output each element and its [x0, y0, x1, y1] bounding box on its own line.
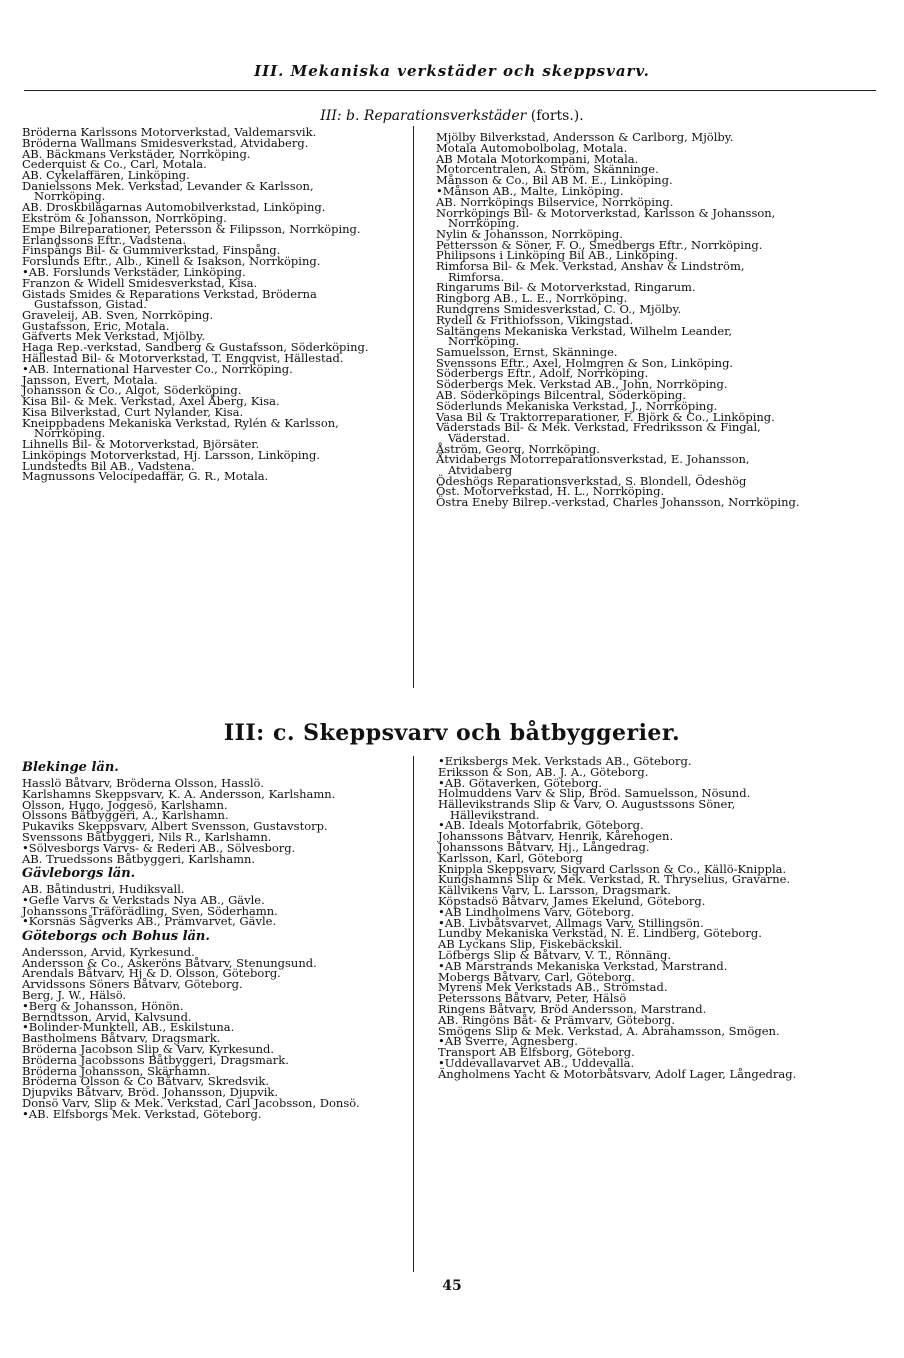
directory-entry: Svenssons Båtbyggeri, Nils R., Karlshamn. — [22, 829, 272, 844]
directory-entry: Mjölby Bilverkstad, Andersson & Carlborg, Mjölby. — [436, 130, 734, 144]
directory-entry: Karlshamns Skeppsvarv, K. A. Andersson, Karlshamn. — [22, 786, 336, 801]
directory-entry: Lundby Mekaniska Verkstad, N. E. Lindberg, Göteborg. — [438, 926, 762, 941]
directory-entry: •Månson AB., Malte, Linköping. — [436, 183, 624, 198]
directory-entry: Cederquist & Co., Carl, Motala. — [22, 157, 207, 172]
directory-entry: •Uddevallavarvet AB., Uddevalla. — [438, 1055, 635, 1070]
directory-entry: Bröderna Jacobssons Båtbyggeri, Dragsmark. — [22, 1052, 289, 1067]
directory-entry: Knippla Skeppsvarv, Sigvard Carlsson & Co., Källö-Knippla. — [438, 861, 787, 876]
directory-entry: Berg, J. W., Hälsö. — [22, 987, 127, 1002]
directory-entry: Kungshamns Slip & Mek. Verkstad, R. Thryselius, Gravarne. — [438, 872, 791, 887]
directory-entry: Ängholmens Yacht & Motorbåtsvarv, Adolf Lager, Långedrag. — [438, 1066, 797, 1081]
directory-entry: Djupviks Båtvarv, Bröd. Johansson, Djupvik. — [22, 1085, 279, 1100]
column-divider — [413, 126, 414, 688]
directory-entry: Myrens Mek Verkstads AB., Strömstad. — [438, 980, 668, 995]
directory-entry: AB. Droskbilägarnas Automobilverkstad, Linköping. — [22, 200, 326, 215]
directory-entry: Eriksson & Son, AB. J. A., Göteborg. — [438, 764, 649, 779]
directory-entry: Rundgrens Smidesverkstad, C. O., Mjölby. — [436, 301, 682, 316]
directory-entry: Andersson & Co., Askeröns Båtvarv, Stenungsund. — [22, 955, 317, 970]
directory-entry: Andersson, Arvid, Kyrkesund. — [22, 944, 195, 959]
directory-entry: •AB. Elfsborgs Mek. Verkstad, Göteborg. — [22, 1106, 262, 1121]
directory-entry: AB. Ringöns Båt- & Prämvarv, Göteborg. — [438, 1012, 676, 1027]
running-title: III. Mekaniska verkstäder och skeppsvarv. — [254, 62, 650, 80]
directory-entry: Johanssons Båtvarv, Henrik, Kårehogen. — [438, 829, 674, 844]
directory-entry: AB. Söderköpings Bilcentral, Söderköping. — [436, 387, 687, 402]
directory-entry: Bröderna Johansson, Skärhamn. — [22, 1063, 211, 1078]
directory-entry: Motala Automobolbolag, Motala. — [436, 140, 628, 155]
directory-entry: Johanssons Båtvarv, Hj., Långedrag. — [438, 839, 650, 854]
directory-entry: Bastholmens Båtvarv, Dragsmark. — [22, 1031, 221, 1046]
directory-entry: Karlsson, Karl, Göteborg — [438, 850, 583, 865]
directory-entry: Söderlunds Mekaniska Verkstad, J., Norrköping. — [436, 398, 718, 413]
directory-entry: •Eriksbergs Mek. Verkstads AB., Göteborg. — [438, 754, 692, 768]
directory-entry: Jansson, Evert, Motala. — [22, 372, 158, 387]
directory-entry: Lundstedts Bil AB., Vadstena. — [22, 458, 195, 473]
directory-entry: Hällestad Bil- & Motorverkstad, T. Engqvist, Hällestad. — [22, 350, 344, 365]
directory-entry: Källvikens Varv, L. Larsson, Dragsmark. — [438, 883, 671, 898]
directory-entry: Svenssons Eftr., Axel, Holmgren & Son, Linköping. — [436, 355, 734, 370]
page-number: 45 — [442, 1278, 462, 1294]
directory-entry: Lihnells Bil- & Motorverkstad, Björsäter. — [22, 436, 260, 451]
directory-entry: Bröderna Olsson & Co Båtvarv, Skredsvik. — [22, 1074, 270, 1089]
directory-entry: Bröderna Wallmans Smidesverkstad, Atvidaberg. — [22, 135, 309, 150]
directory-entry: Motorcentralen, A. Ström, Skänninge. — [436, 162, 659, 177]
directory-entry: •AB Lindholmens Varv, Göteborg. — [438, 904, 635, 919]
column-divider — [413, 756, 414, 1272]
directory-entry: AB. Truedssons Båtbyggeri, Karlshamn. — [22, 851, 256, 866]
directory-entry: AB. Bäckmans Verkstäder, Norrköping. — [22, 146, 251, 161]
directory-entry: Rimforsa Bil- & Mek. Verkstad, Anshav & Lindström, Rimforsa. — [436, 259, 745, 284]
directory-entry: Löfbergs Slip & Båtvarv, V. T., Rönnäng. — [438, 947, 671, 962]
directory-entry: •Gefle Varvs & Verkstads Nya AB., Gävle. — [22, 892, 265, 907]
directory-entry: Philipsons i Linköping Bil AB., Linköping. — [436, 248, 678, 263]
region-heading: Göteborgs och Bohus län. — [22, 928, 210, 944]
directory-entry: Berndtsson, Arvid, Kalvsund. — [22, 1009, 192, 1024]
section-b-right-column — [436, 132, 803, 508]
directory-entry: Haga Rep.-verkstad, Sandberg & Gustafsson, Söderköping. — [22, 340, 369, 355]
directory-entry: Gäfverts Mek Verkstad, Mjölby. — [22, 329, 205, 344]
directory-entry: Franzon & Widell Smidesverkstad, Kisa. — [22, 275, 258, 290]
directory-entry: Gistads Smides & Reparations Verkstad, Bröderna Gustafsson, Gistad. — [22, 286, 317, 311]
directory-entry: •AB. Forslunds Verkstäder, Linköping. — [22, 264, 246, 279]
subsection-suffix: (forts.). — [530, 108, 584, 124]
directory-entry: Arvidssons Söners Båtvarv, Göteborg. — [22, 977, 243, 992]
directory-entry: •AB. Götaverken, Göteborg. — [438, 775, 603, 790]
directory-entry: Empe Bilreparationer, Petersson & Filipsson, Norrköping. — [22, 221, 361, 236]
directory-entry: Köpstadsö Båtvarv, James Ekelund, Göteborg. — [438, 893, 706, 908]
directory-entry: •Berg & Johansson, Hönön. — [22, 998, 184, 1013]
directory-entry: •AB. International Harvester Co., Norrköping. — [22, 361, 293, 376]
directory-entry: Hällevikstrands Slip & Varv, O. Augustssons Söner, Hällevikstrand. — [438, 797, 736, 822]
directory-entry: •Korsnäs Sågverks AB., Prämvarvet, Gävle. — [22, 914, 277, 929]
directory-entry: Gustafsson, Eric, Motala. — [22, 318, 170, 333]
directory-entry: Månsson & Co., Bil AB M. E., Linköping. — [436, 173, 673, 188]
directory-entry: Ödeshögs Reparationsverkstad, S. Blondell, Ödeshög — [436, 473, 747, 488]
directory-entry: Rydell & Frithiofsson, Vikingstad. — [436, 312, 634, 327]
directory-entry: Magnussons Velocipedaffär, G. R., Motala. — [22, 469, 269, 484]
directory-entry: Norrköpings Bil- & Motorverkstad, Karlsson & Johansson, Norrköping. — [436, 205, 776, 230]
directory-entry: Vasa Bil & Traktorreparationer, F. Björk & Co., Linköping. — [436, 409, 775, 424]
directory-entry: Donsö Varv, Slip & Mek. Verkstad, Carl Jacobsson, Donsö. — [22, 1095, 360, 1110]
directory-entry: Finspångs Bil- & Gummiverkstad, Finspång. — [22, 243, 281, 258]
directory-entry: Peterssons Båtvarv, Peter, Hälsö — [438, 991, 627, 1006]
directory-entry: Pukaviks Skeppsvarv, Albert Svensson, Gustavstorp. — [22, 819, 328, 834]
directory-entry: Ringarums Bil- & Motorverkstad, Ringarum. — [436, 280, 696, 295]
directory-entry: Danielssons Mek. Verkstad, Levander & Karlsson, Norrköping. — [22, 178, 314, 204]
directory-entry: Johanssons Träförädling, Sven, Söderhamn. — [22, 903, 278, 918]
directory-entry: •AB Marstrands Mekaniska Verkstad, Marstrand. — [438, 958, 728, 973]
directory-entry: Ringborg AB., L. E., Norrköping. — [436, 291, 628, 306]
directory-entry: •AB Sverre, Agnesberg. — [438, 1034, 578, 1049]
directory-entry: •AB. Livbåtsvarvet, Allmags Varv, Stillingsön. — [438, 915, 704, 930]
section-c-left-column — [22, 758, 390, 1120]
directory-entry: Kisa Bilverkstad, Curt Nylander, Kisa. — [22, 404, 244, 419]
header-rule — [24, 90, 876, 91]
directory-entry: Söderbergs Eftr., Adolf, Norrköping. — [436, 366, 649, 381]
directory-entry: Nylin & Johansson, Norrköping. — [436, 226, 623, 241]
directory-entry: Holmuddens Varv & Slip, Bröd. Samuelsson, Nösund. — [438, 786, 751, 801]
directory-entry: Väderstads Bil- & Mek. Verkstad, Fredriksson & Fingal, Väderstad. — [436, 420, 761, 445]
directory-entry: Ringens Båtvarv, Bröd Andersson, Marstrand. — [438, 1001, 707, 1016]
section-c-right-column — [438, 756, 806, 1080]
directory-entry: Åtvidabergs Motorreparationsverkstad, E. Johansson, Atvidaberg — [436, 452, 750, 477]
directory-entry: AB. Båtindustri, Hudiksvall. — [22, 881, 185, 896]
section-b-left-column — [22, 127, 387, 482]
region-heading: Blekinge län. — [22, 760, 119, 775]
section-c-title: III: c. Skeppsvarv och båtbyggerier. — [223, 720, 681, 746]
directory-entry: Erlandssons Eftr., Vadstena. — [22, 232, 187, 247]
directory-entry: Smögens Slip & Mek. Verkstad, A. Abrahamsson, Smögen. — [438, 1023, 780, 1038]
directory-entry: AB Lyckans Slip, Fiskebäckskil. — [438, 937, 623, 952]
directory-entry: Graveleij, AB. Sven, Norrköping. — [22, 307, 214, 322]
directory-entry: Saltängens Mekaniska Verkstad, Wilhelm Leander, Norrköping. — [436, 323, 733, 348]
directory-entry: •AB. Ideals Motorfabrik, Göteborg. — [438, 818, 644, 833]
directory-entry: Östra Eneby Bilrep.-verkstad, Charles Johansson, Norrköping. — [436, 495, 800, 510]
directory-entry: Hasslö Båtvarv, Bröderna Olsson, Hasslö. — [22, 776, 264, 790]
directory-entry: Forslunds Eftr., Alb., Kinell & Isakson, Norrköping. — [22, 254, 321, 269]
directory-entry: Öst. Motorverkstad, H. L., Norrköping. — [436, 484, 665, 499]
directory-entry: Söderbergs Mek. Verkstad AB., John, Norrköping. — [436, 377, 728, 392]
region-heading: Gävleborgs län. — [22, 865, 136, 881]
directory-entry: Olsson, Hugo, Joggesö, Karlshamn. — [22, 797, 228, 812]
directory-entry: Kisa Bil- & Mek. Verkstad, Axel Åberg, Kisa. — [22, 394, 280, 409]
directory-entry: AB Motala Motorkompani, Motala. — [436, 151, 639, 166]
directory-entry: Olssons Båtbyggeri, A., Karlshamn. — [22, 808, 229, 823]
directory-entry: AB. Cykelaffären, Linköping. — [22, 168, 190, 183]
subsection-heading — [0, 108, 904, 124]
subsection-title: Reparationsverkstäder — [363, 108, 527, 124]
directory-entry: Bröderna Karlssons Motorverkstad, Valdemarsvik. — [22, 125, 317, 139]
directory-entry: Arendals Båtvarv, Hj & D. Olsson, Göteborg. — [22, 966, 281, 981]
directory-entry: •Bolinder-Munktell, AB., Eskilstuna. — [22, 1020, 235, 1035]
directory-entry: Mobergs Båtvarv, Carl, Göteborg. — [438, 969, 635, 984]
directory-entry: •Sölvesborgs Varvs- & Rederi AB., Sölvesborg. — [22, 840, 296, 855]
subsection-prefix: III: b. — [320, 108, 360, 124]
directory-entry: Transport AB Elfsborg, Göteborg. — [438, 1045, 635, 1060]
directory-entry: Kneippbadens Mekaniska Verkstad, Rylén & Karlsson, Norrköping. — [22, 415, 339, 441]
directory-entry: Bröderna Jacobson Slip & Varv, Kyrkesund. — [22, 1041, 275, 1056]
directory-entry: Pettersson & Söner, F. O., Smedbergs Eftr., Norrköping. — [436, 237, 763, 252]
directory-entry: Samuelsson, Ernst, Skänninge. — [436, 344, 618, 359]
directory-entry: Linköpings Motorverkstad, Hj. Larsson, Linköping. — [22, 447, 320, 462]
directory-entry: Åström, Georg, Norrköping. — [436, 441, 600, 456]
directory-entry: AB. Norrköpings Bilservice, Norrköping. — [436, 194, 674, 209]
directory-entry: Johansson & Co., Algot, Söderköping. — [22, 383, 242, 398]
directory-entry: Ekström & Johansson, Norrköping. — [22, 210, 227, 225]
